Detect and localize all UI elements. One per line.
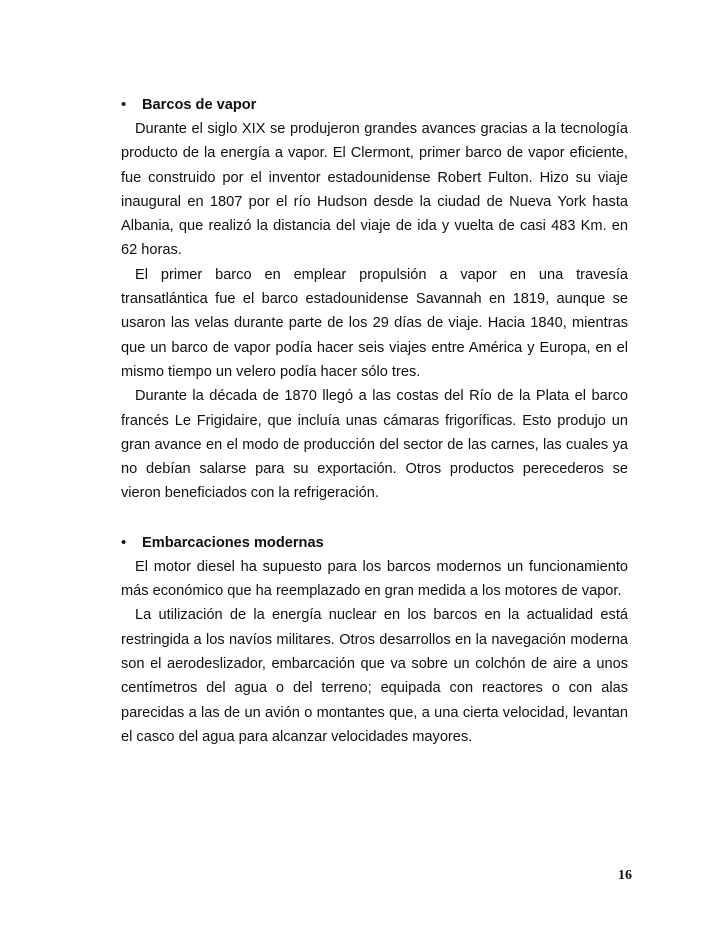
- page-number: 16: [618, 868, 632, 883]
- section-heading: [121, 530, 628, 555]
- page-content: [121, 92, 628, 749]
- bullet-icon: •: [121, 533, 127, 551]
- paragraph: El primer barco en emplear propulsión a vapor en una travesía transatlántica fue el barco estadounidense Savannah en 1819, aunque se usaron las velas durante parte de los 29 días de viaje. Hacia 1840, mientras que un barco de vapor podía hacer seis viajes entre América y Europa, en el mismo tiempo un velero podía hacer sólo tres.: [121, 266, 628, 380]
- section-title: Barcos de vapor: [142, 97, 257, 113]
- section-barcos-de-vapor: [121, 92, 628, 506]
- paragraph: El motor diesel ha supuesto para los barcos modernos un funcionamiento más económico que ha reemplazado en gran medida a los motores de vapor.: [121, 558, 628, 600]
- section-embarcaciones-modernas: [121, 530, 628, 749]
- paragraph: Durante la década de 1870 llegó a las costas del Río de la Plata el barco francés Le Frigidaire, que incluía unas cámaras frigoríficas. Esto produjo un gran avance en el modo de producción del sector de las carnes, las cuales ya no debían salarse para su exportación. Otros productos perecederos se vieron beneficiados con la refrigeración.: [121, 388, 628, 502]
- paragraph: La utilización de la energía nuclear en los barcos en la actualidad está restringida a los navíos militares. Otros desarrollos en la navegación moderna son el aerodeslizador, embarcación que va sobre un colchón de aire a unos centímetros del agua o del terreno; equipada con reactores o con alas parecidas a las de un avión o montantes que, a una cierta velocidad, levantan el casco del agua para alcanzar velocidades mayores.: [121, 607, 628, 745]
- paragraph: Durante el siglo XIX se produjeron grandes avances gracias a la tecnología producto de la energía a vapor. El Clermont, primer barco de vapor eficiente, fue construido por el inventor estadounidense Robert Fulton. Hizo su viaje inaugural en 1807 por el río Hudson desde la ciudad de Nueva York hasta Albania, que realizó la distancia del viaje de ida y vuelta de casi 483 Km. en 62 horas.: [121, 121, 628, 259]
- section-title: Embarcaciones modernas: [142, 534, 324, 551]
- bullet-icon: •: [121, 96, 127, 113]
- section-heading: [121, 92, 628, 117]
